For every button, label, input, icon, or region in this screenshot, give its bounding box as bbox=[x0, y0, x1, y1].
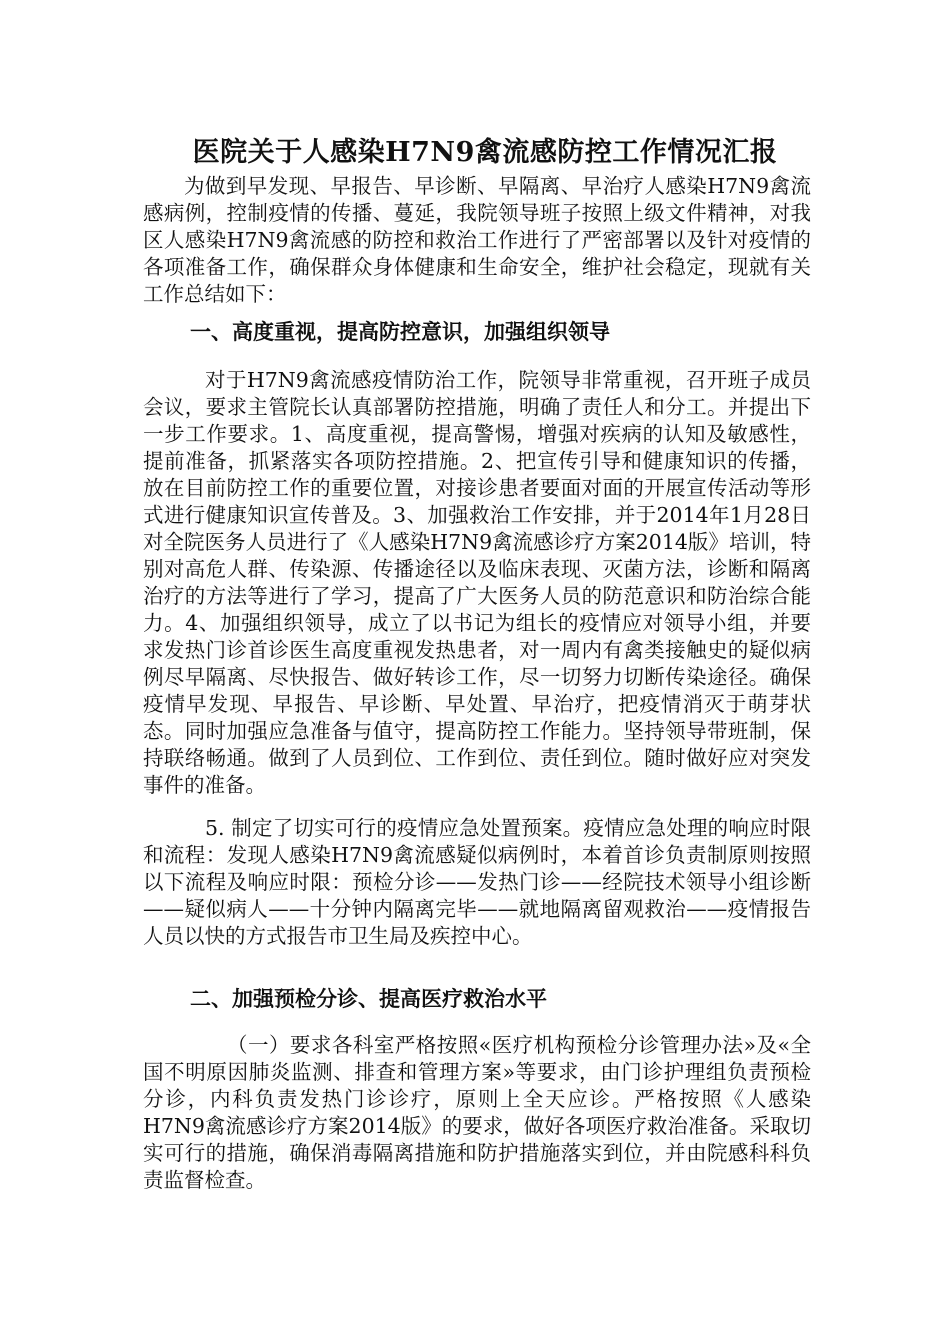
section-1-heading: 一、高度重视，提高防控意识，加强组织领导 bbox=[190, 320, 610, 344]
section-1-body: 对于H7N9禽流感疫情防治工作，院领导非常重视，召开班子成员会议，要求主管院长认真部署防控措施，明确了责任人和分工。并提出下一步工作要求。1、高度重视，提高警惕，增强对疾病的认知及敏感性，提前准备，抓紧落实各项防控措施。2、把宣传引导和健康知识的传播，放在目前防控工作的重要位置，对接诊患者要面对面的开展宣传活动等形式进行健康知识宣传普及。3、加强救治工作安排，并于2014年1月28日对全院医务人员进行了《人感染H7N9禽流感诊疗方案2014版》培训，特别对高危人群、传染源、传播途径以及临床表现、灭菌方法，诊断和隔离治疗的方法等进行了学习，提高了广大医务人员的防范意识和防治综合能力。4、加强组织领导，成立了以书记为组长的疫情应对领导小组，并要求发热门诊首诊医生高度重视发热患者，对一周内有禽类接触史的疑似病例尽早隔离、尽快报告、做好转诊工作，尽一切努力切断传染途径。确保疫情早发现、早报告、早诊断、早处置、早治疗，把疫情消灭于萌芽状态。同时加强应急准备与值守，提高防控工作能力。坚持领导带班制，保持联络畅通。做到了人员到位、工作到位、责任到位。随时做好应对突发事件的准备。 bbox=[143, 368, 811, 797]
section-2-heading: 二、加强预检分诊、提高医疗救治水平 bbox=[190, 987, 547, 1011]
section-2-body: （一）要求各科室严格按照«医疗机构预检分诊管理办法»及«全国不明原因肺炎监测、排查和管理方案»等要求，由门诊护理组负责预检分诊，内科负责发热门诊诊疗，原则上全天应诊。严格按照《人感染H7N9禽流感诊疗方案2014版》的要求，做好各项医疗救治准备。采取切实可行的措施，确保消毒隔离措施和防护措施落实到位，并由院感科科负责监督检查。 bbox=[143, 1033, 811, 1192]
section-1-item-5: 5. 制定了切实可行的疫情应急处置预案。疫情应急处理的响应时限和流程：发现人感染H7N9禽流感疑似病例时，本着首诊负责制原则按照以下流程及响应时限：预检分诊——发热门诊——经院技术领导小组诊断——疑似病人——十分钟内隔离完毕——就地隔离留观救治——疫情报告人员以快的方式报告市卫生局及疾控中心。 bbox=[143, 816, 811, 948]
document-title: 医院关于人感染H7N9禽流感防控工作情况汇报 bbox=[192, 137, 778, 168]
intro-paragraph: 为做到早发现、早报告、早诊断、早隔离、早治疗人感染H7N9禽流感病例，控制疫情的传播、蔓延，我院领导班子按照上级文件精神，对我区人感染H7N9禽流感的防控和救治工作进行了严密部署以及针对疫情的各项准备工作，确保群众身体健康和生命安全，维护社会稳定，现就有关工作总结如下： bbox=[143, 174, 811, 306]
